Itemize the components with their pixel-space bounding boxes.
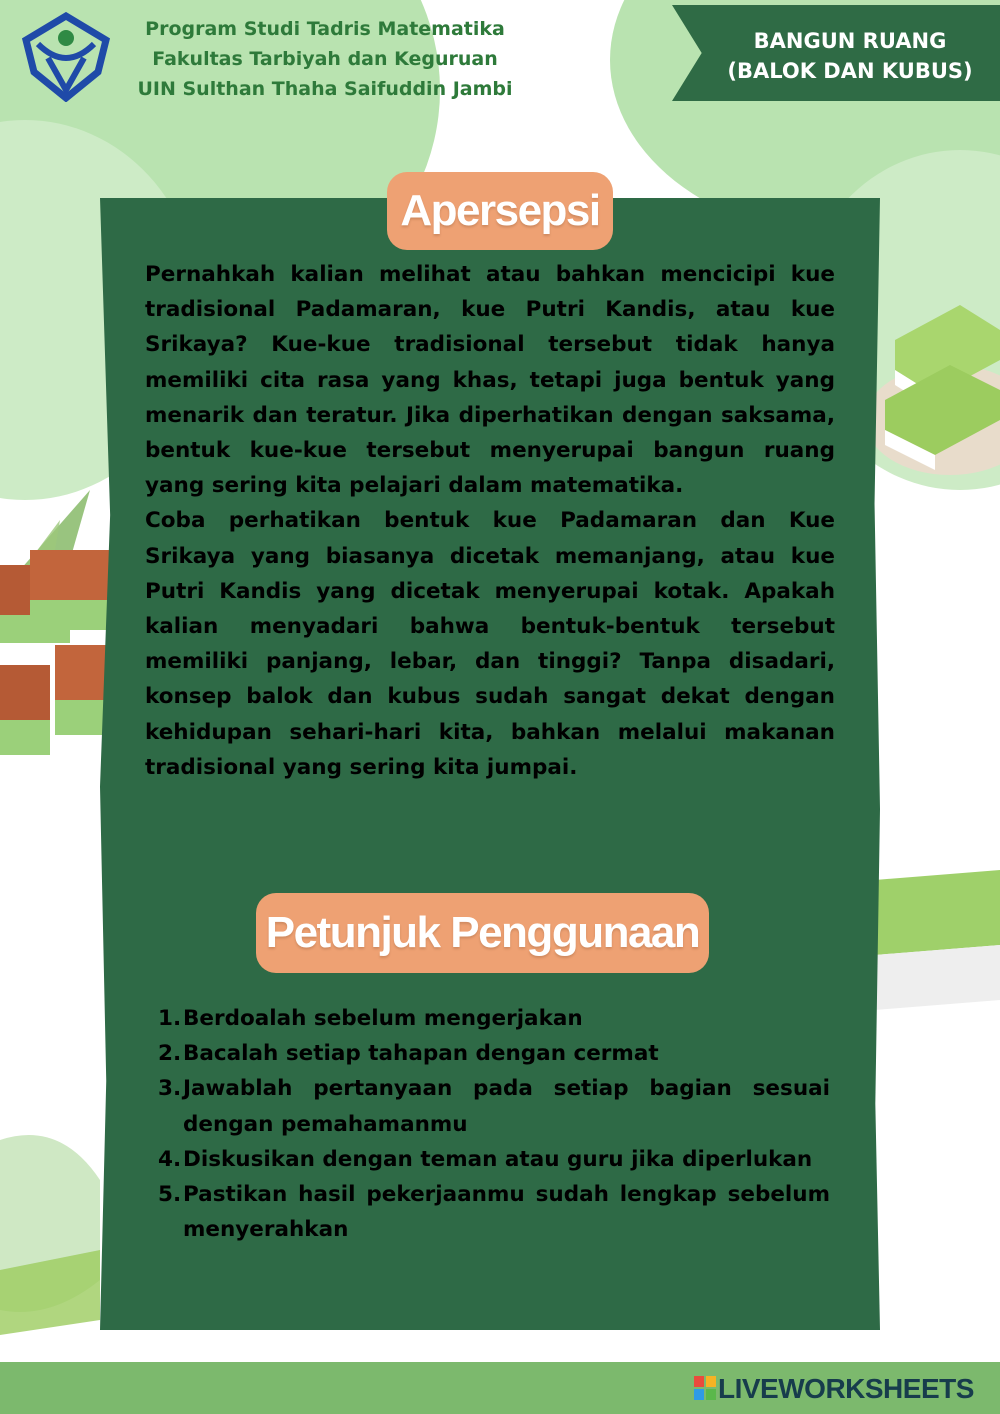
- petunjuk-heading: Petunjuk Penggunaan: [256, 893, 709, 973]
- cake-illustration-icon: [860, 300, 1000, 480]
- step-number: 3.: [158, 1076, 182, 1102]
- paragraph: Coba perhatikan bentuk kue Padamaran dan Kue Srikaya yang biasanya dicetak memanjang, atau kue Putri Kandis yang dicetak menyerupai kotak. Apakah kalian menyadari bahwa bentuk-bentuk tersebut memiliki panjang, lebar, dan tinggi? Tanpa disadari, konsep balok dan kubus sudah sangat dekat dengan kehidupan sehari-hari kita, bahkan melalui makanan tradisional yang sering kita jumpai.: [145, 508, 835, 780]
- cake-illustration-icon: [870, 860, 1000, 1010]
- apersepsi-text: [145, 257, 835, 785]
- step-text: Pastikan hasil pekerjaanmu sudah lengkap sebelum menyerahkan: [183, 1182, 830, 1243]
- step-number: 1.: [158, 1006, 182, 1031]
- step-text: Jawablah pertanyaan pada setiap bagian sesuai dengan pemahamanmu: [183, 1076, 830, 1137]
- step-text: Diskusikan dengan teman atau guru jika diperlukan: [183, 1146, 813, 1172]
- paragraph: Pernahkah kalian melihat atau bahkan mencicipi kue tradisional Padamaran, kue Putri Kandis, atau kue Srikaya? Kue-kue tradisional tersebut tidak hanya memiliki cita rasa yang khas, tetapi juga bentuk yang menarik dan teratur. Jika diperhatikan dengan saksama, bentuk kue-kue tersebut menyerupai bangun ruang yang sering kita pelajari dalam matematika.: [145, 262, 835, 499]
- cake-illustration-icon: [0, 1120, 110, 1340]
- instruction-item: [150, 1071, 830, 1141]
- instruction-list: [150, 1001, 830, 1247]
- institution-name: [115, 14, 535, 104]
- step-number: 5.: [158, 1182, 182, 1208]
- topic-title: [700, 26, 1000, 86]
- uin-emblem-icon: [18, 12, 114, 102]
- apersepsi-heading: Apersepsi: [387, 172, 613, 250]
- instruction-item: [150, 1036, 830, 1071]
- liveworksheets-link[interactable]: LIVEWORKSHEETS: [718, 1373, 974, 1404]
- topic-line: (BALOK DAN KUBUS): [727, 59, 973, 83]
- instruction-item: [150, 1142, 830, 1177]
- step-number: 4.: [158, 1146, 182, 1172]
- institution-line: UIN Sulthan Thaha Saifuddin Jambi: [137, 78, 513, 100]
- institution-line: Program Studi Tadris Matematika: [145, 18, 505, 40]
- step-number: 2.: [158, 1041, 182, 1067]
- step-text: Bacalah setiap tahapan dengan cermat: [183, 1041, 659, 1067]
- institution-line: Fakultas Tarbiyah dan Keguruan: [152, 48, 498, 70]
- instruction-item: [150, 1001, 830, 1036]
- topic-line: BANGUN RUANG: [753, 29, 947, 53]
- step-text: Berdoalah sebelum mengerjakan: [183, 1006, 583, 1031]
- instruction-item: [150, 1177, 830, 1247]
- liveworksheets-badge-icon: [694, 1376, 716, 1400]
